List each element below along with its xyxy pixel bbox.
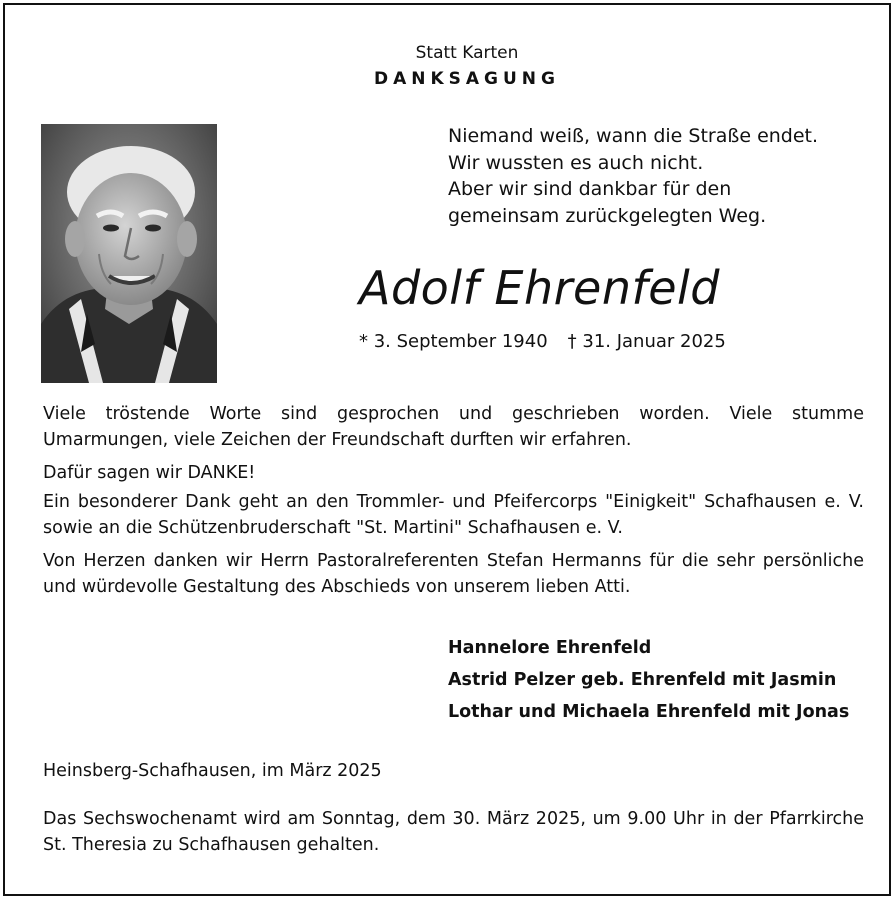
poem-line: gemeinsam zurückgelegten Weg. [448, 204, 767, 227]
signer: Hannelore Ehrenfeld [448, 638, 652, 658]
poem-line: Niemand weiß, wann die Straße endet. [448, 125, 819, 147]
place-date: Heinsberg-Schafhausen, im März 2025 [43, 761, 382, 781]
header-title: DANKSAGUNG [373, 69, 560, 89]
deceased-name: Adolf Ehrenfeld [359, 261, 720, 315]
signer: Astrid Pelzer geb. Ehrenfeld mit Jasmin [448, 670, 837, 690]
body-paragraph: Von Herzen danken wir Herrn Pastoralreferenten Stefan Hermanns für die sehr persönliche und würdevolle Gestaltung des Abschieds von unserem lieben Atti. [43, 551, 864, 597]
header-subtitle: Statt Karten [415, 43, 519, 63]
service-notice: Das Sechswochenamt wird am Sonntag, dem 30. März 2025, um 9.00 Uhr in der Pfarrkirche St. Theresia zu Schafhausen gehalten. [43, 809, 864, 855]
poem [448, 123, 868, 229]
poem-line: Wir wussten es auch nicht. [448, 151, 704, 174]
life-dates [359, 331, 726, 352]
body-paragraph: Ein besonderer Dank geht an den Trommler- und Pfeifercorps "Einigkeit" Schafhausen e. V. sowie an die Schützenbruderschaft "St. Martini" Schafhausen e. V. [43, 492, 864, 538]
poem-line: Aber wir sind dankbar für den [448, 178, 732, 200]
portrait-photo [41, 124, 217, 383]
death-date: † 31. Januar 2025 [567, 331, 726, 352]
obituary-card [3, 3, 891, 896]
portrait-photo-icon [41, 124, 217, 383]
birth-date: * 3. September 1940 [359, 331, 548, 352]
signer: Lothar und Michaela Ehrenfeld mit Jonas [448, 702, 850, 722]
body-paragraph: Dafür sagen wir DANKE! [43, 463, 256, 483]
body-paragraph: Viele tröstende Worte sind gesprochen und geschrieben worden. Viele stumme Umarmungen, viele Zeichen der Freundschaft durften wir erfahren. [43, 404, 864, 450]
signers-list [448, 632, 849, 728]
